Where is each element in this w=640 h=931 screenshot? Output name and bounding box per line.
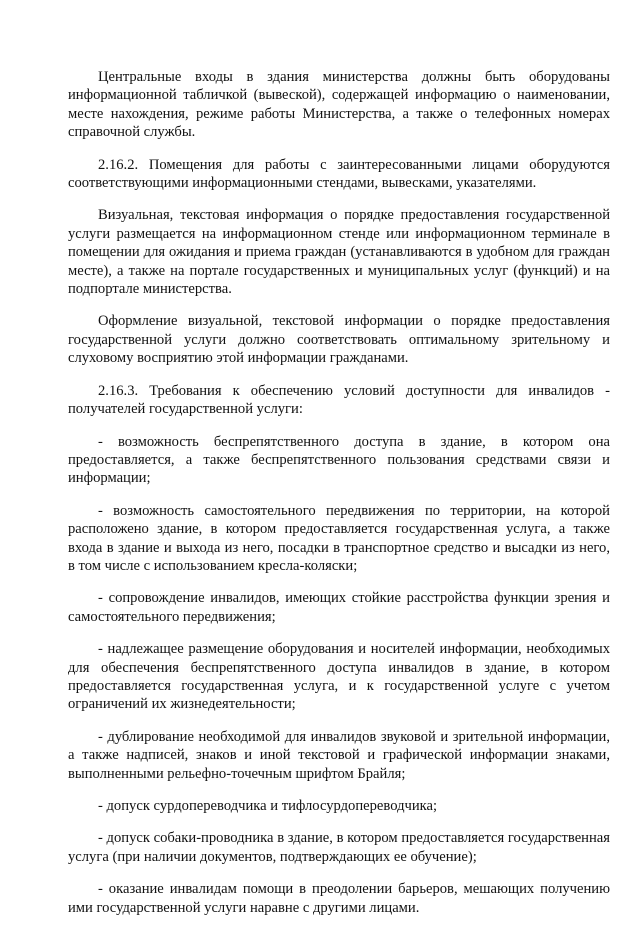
list-item-assistance: - оказание инвалидам помощи в преодолении барьеров, мешающих получению ими государственной услуги наравне с другими лицами.: [68, 881, 610, 916]
list-item-access: - возможность беспрепятственного доступа в здание, в котором она предоставляется, а также беспрепятственного пользования средствами связи и информации;: [68, 433, 610, 487]
list-item-guide-dog: - допуск собаки-проводника в здание, в котором предоставляется государственная услуга (при наличии документов, подтверждающих ее обучение);: [68, 830, 610, 865]
paragraph-entrances: Центральные входы в здания министерства должны быть оборудованы информационной табличкой (вывеской), содержащей информацию о наименовании, месте нахождения, режиме работы Министерства, а также о телефонных номерах справочной службы.: [68, 69, 610, 141]
list-item-escort: - сопровождение инвалидов, имеющих стойкие расстройства функции зрения и самостоятельного передвижения;: [68, 590, 610, 625]
list-item-braille: - дублирование необходимой для инвалидов звуковой и зрительной информации, а также надписей, знаков и иной текстовой и графической информации знаками, выполненными рельефно-точечным шрифтом Брайля;: [68, 728, 610, 782]
list-item-equipment: - надлежащее размещение оборудования и носителей информации, необходимых для обеспечения беспрепятственного доступа инвалидов в здание, в котором предоставляется государственная услуга, и к государственной услуге с учетом ограничений их жизнедеятельности;: [68, 641, 610, 713]
document-page: [68, 60, 610, 931]
list-item-movement: - возможность самостоятельного передвижения по территории, на которой расположено здание, в котором предоставляется государственная услуга, а также входа в здание и выхода из него, посадки в транспортное средство и высадки из него, в том числе с использованием кресла-коляски;: [68, 502, 610, 574]
paragraph-2-16-2: 2.16.2. Помещения для работы с заинтересованными лицами оборудуются соответствующими информационными стендами, вывесками, указателями.: [68, 156, 610, 192]
paragraph-visual-info: Визуальная, текстовая информация о порядке предоставления государственной услуги размещается на информационном стенде или информационном терминале в помещении для ожидания и приема граждан (устанавливаются в удобном для граждан месте), а также на портале государственных и муниципальных услуг (функций) и на подпортале министерства.: [68, 207, 610, 298]
list-item-interpreter: - допуск сурдопереводчика и тифлосурдопереводчика;: [98, 798, 438, 814]
paragraph-2-16-3: 2.16.3. Требования к обеспечению условий доступности для инвалидов - получателей государственной услуги:: [68, 382, 610, 418]
paragraph-info-design: Оформление визуальной, текстовой информации о порядке предоставления государственной услуги должно соответствовать оптимальному зрительному и слуховому восприятию этой информации гражданами.: [68, 313, 610, 367]
